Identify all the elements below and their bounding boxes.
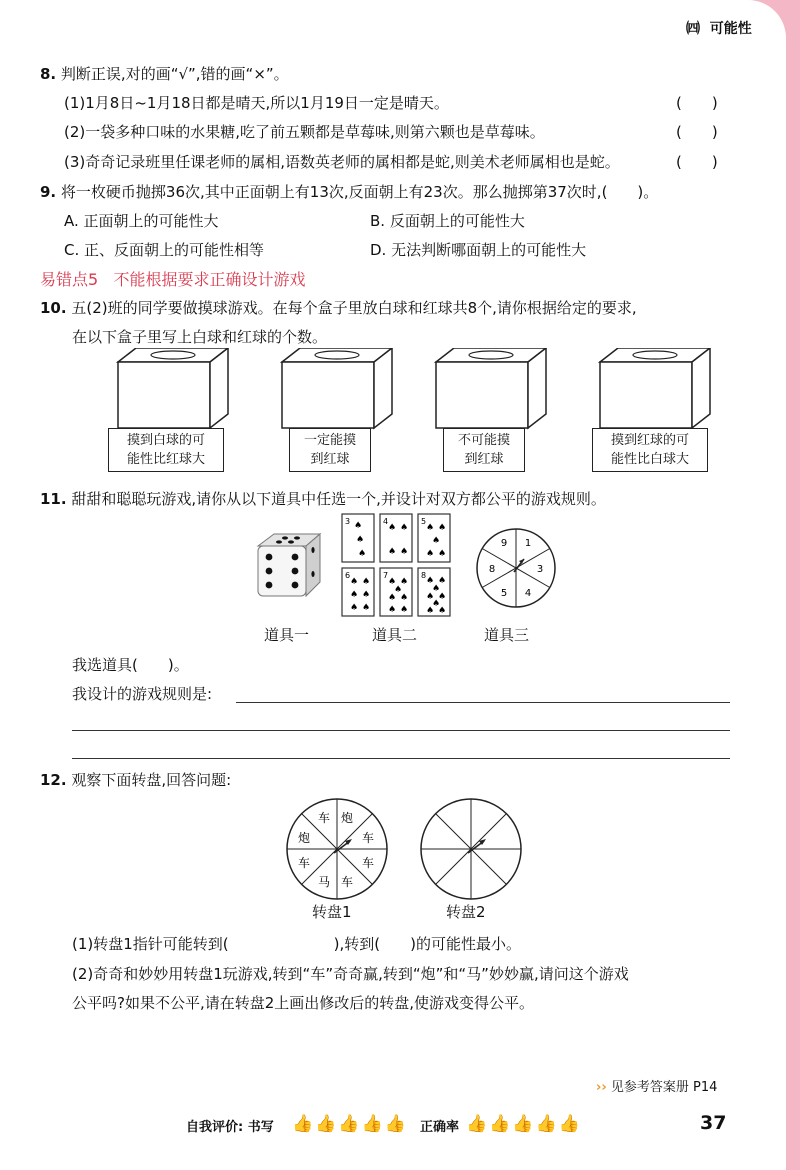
svg-text:8: 8 [421, 571, 427, 580]
option-b[interactable]: B. 反面朝上的可能性大 [370, 212, 525, 230]
card [380, 568, 412, 616]
svg-text:♠: ♠ [426, 523, 435, 533]
svg-text:♠: ♠ [362, 603, 371, 613]
card [342, 568, 374, 616]
svg-text:♠: ♠ [426, 592, 435, 602]
spinner-number: 1 [524, 538, 532, 549]
answer-line[interactable] [236, 702, 730, 703]
accuracy-label: 正确率 [420, 1120, 460, 1135]
card [342, 514, 374, 562]
question-11-title [40, 489, 606, 509]
box-2[interactable] [282, 348, 392, 428]
sector-label: 炮 [340, 811, 354, 825]
svg-text:♠: ♠ [438, 606, 447, 616]
svg-text:♠: ♠ [388, 593, 397, 603]
spinner-number: 9 [500, 538, 508, 549]
answer-blank[interactable]: ( ) [676, 123, 718, 141]
prop-1-label: 道具一 [264, 626, 310, 644]
svg-text:7: 7 [383, 571, 389, 580]
answer-reference [596, 1076, 717, 1095]
label-line: 不可能摸 [457, 433, 510, 448]
double-chevron-icon: ›› [596, 1080, 607, 1095]
thumbs-up-icon[interactable]: 👍 [338, 1114, 362, 1134]
label-line: 到红球 [464, 452, 504, 467]
question-9-title [40, 182, 658, 202]
dice-icon[interactable] [252, 530, 328, 600]
sector-label: 车 [361, 831, 375, 845]
section-header [40, 267, 305, 290]
number-spinner[interactable] [474, 526, 558, 610]
page-number: 37 [700, 1112, 727, 1134]
svg-text:♠: ♠ [400, 523, 409, 533]
question-text[interactable]: 将一枚硬币抛掷36次,其中正面朝上有13次,反面朝上有23次。那么抛掷第37次时,( )。 [60, 183, 659, 201]
svg-text:♠: ♠ [350, 577, 359, 587]
box-label-4 [592, 428, 708, 472]
svg-text:♠: ♠ [350, 590, 359, 600]
box-label-2 [289, 428, 371, 472]
thumbs-up-icon[interactable]: 👍 [466, 1114, 490, 1134]
choose-prop-blank[interactable]: 我选道具( )。 [72, 656, 189, 674]
svg-text:♠: ♠ [388, 547, 397, 557]
thumbs-up-icon[interactable]: 👍 [384, 1114, 408, 1134]
card [418, 514, 450, 562]
svg-text:♠: ♠ [362, 590, 371, 600]
svg-text:♠: ♠ [432, 599, 441, 609]
svg-text:♠: ♠ [400, 577, 409, 587]
ball-boxes [0, 348, 786, 430]
rule-label: 我设计的游戏规则是: [72, 685, 213, 703]
label-line: 一定能摸 [303, 433, 356, 448]
spinner-number: 5 [500, 588, 508, 599]
box-1[interactable] [118, 348, 228, 428]
question-text: 判断正误,对的画“√”,错的画“×”。 [60, 65, 289, 83]
thumbs-up-icon[interactable]: 👍 [512, 1114, 536, 1134]
svg-text:♠: ♠ [350, 603, 359, 613]
svg-text:♠: ♠ [362, 577, 371, 587]
label-line: 能性比红球大 [126, 452, 205, 467]
box-label-3 [443, 428, 525, 472]
section-title: 不能根据要求正确设计游戏 [113, 270, 306, 289]
box-3[interactable] [436, 348, 546, 428]
sector-label: 炮 [297, 831, 311, 845]
svg-text:5: 5 [421, 517, 427, 526]
thumbs-up-icon[interactable]: 👍 [535, 1114, 559, 1134]
box-label-1 [108, 428, 224, 472]
playing-cards[interactable] [340, 512, 458, 620]
question-12-title [40, 770, 231, 790]
svg-text:♠: ♠ [354, 521, 363, 531]
sector-label: 车 [317, 811, 331, 825]
question-number: 11. [40, 490, 67, 508]
question-text: 甜甜和聪聪玩游戏,请你从以下道具中任选一个,并设计对双方都公平的游戏规则。 [71, 490, 606, 508]
q8-item-3: (3)奇奇记录班里任课老师的属相,语数英老师的属相都是蛇,则美术老师属相也是蛇。 [64, 153, 620, 171]
spinner-1 [284, 796, 390, 902]
svg-text:4: 4 [383, 517, 389, 526]
spinner-number: 3 [536, 564, 544, 575]
option-c[interactable]: C. 正、反面朝上的可能性相等 [64, 241, 265, 259]
spinner-number: 8 [488, 564, 496, 575]
question-10-title [40, 298, 637, 318]
self-evaluation [186, 1116, 274, 1135]
svg-text:♠: ♠ [432, 536, 441, 546]
card [380, 514, 412, 562]
option-d[interactable]: D. 无法判断哪面朝上的可能性大 [370, 241, 587, 259]
question-number: 8. [40, 65, 57, 83]
q8-item-1: (1)1月8日~1月18日都是晴天,所以1月19日一定是晴天。 [64, 94, 449, 112]
svg-text:♠: ♠ [388, 523, 397, 533]
svg-text:6: 6 [345, 571, 351, 580]
chapter-mark: ㈣ [686, 21, 700, 37]
svg-text:♠: ♠ [438, 549, 447, 559]
svg-text:♠: ♠ [356, 535, 365, 545]
answer-blank[interactable]: ( ) [676, 94, 718, 112]
question-8-title [40, 64, 289, 84]
q8-item-2: (2)一袋多种口味的水果糖,吃了前五颗都是草莓味,则第六颗也是草莓味。 [64, 123, 545, 141]
thumbs-up-icon[interactable]: 👍 [292, 1114, 316, 1134]
q12-sub1[interactable]: (1)转盘1指针可能转到( ),转到( )的可能性最小。 [72, 935, 521, 953]
svg-text:♠: ♠ [438, 576, 447, 586]
svg-text:3: 3 [345, 517, 351, 526]
accuracy-rating[interactable] [466, 1114, 582, 1134]
question-number: 12. [40, 771, 67, 789]
svg-text:♠: ♠ [432, 584, 441, 594]
label-line: 摸到红球的可 [610, 433, 689, 448]
svg-text:♠: ♠ [388, 577, 397, 587]
answer-line[interactable] [72, 758, 730, 759]
thumbs-up-icon[interactable]: 👍 [558, 1114, 582, 1134]
spinner-number: 4 [524, 588, 532, 599]
sector-label: 马 [317, 875, 331, 889]
chapter-title: 可能性 [709, 21, 752, 37]
label-line: 能性比白球大 [610, 452, 689, 467]
svg-text:♠: ♠ [394, 585, 403, 595]
answer-line[interactable] [72, 730, 730, 731]
thumbs-up-icon[interactable]: 👍 [489, 1114, 513, 1134]
prop-2-label: 道具二 [372, 626, 418, 644]
question-number: 9. [40, 183, 57, 201]
svg-text:♠: ♠ [426, 606, 435, 616]
writing-label: 书写 [247, 1120, 274, 1135]
question-number: 10. [40, 299, 67, 317]
question-text: 观察下面转盘,回答问题: [71, 771, 232, 789]
answer-reference-text: 见参考答案册 P14 [610, 1080, 718, 1095]
svg-text:♠: ♠ [400, 593, 409, 603]
spinner-2[interactable] [418, 796, 524, 902]
prop-3-label: 道具三 [484, 626, 530, 644]
svg-text:♠: ♠ [388, 605, 397, 615]
svg-text:♠: ♠ [426, 549, 435, 559]
svg-text:♠: ♠ [438, 592, 447, 602]
sector-label: 车 [340, 875, 354, 889]
writing-rating[interactable] [292, 1114, 408, 1134]
thumbs-up-icon[interactable]: 👍 [361, 1114, 385, 1134]
question-10-line2: 在以下盒子里写上白球和红球的个数。 [72, 328, 328, 346]
label-line: 摸到白球的可 [126, 433, 205, 448]
answer-blank[interactable]: ( ) [676, 153, 718, 171]
svg-text:♠: ♠ [426, 576, 435, 586]
sector-label: 车 [361, 856, 375, 870]
spinner-2-label: 转盘2 [446, 903, 486, 921]
box-4[interactable] [600, 348, 710, 428]
self-eval-label: 自我评价: [186, 1120, 244, 1135]
section-label: 易错点5 [40, 270, 99, 289]
svg-text:♠: ♠ [400, 605, 409, 615]
svg-text:♠: ♠ [358, 549, 367, 559]
card [418, 568, 450, 616]
q12-sub2-line1: (2)奇奇和妙妙用转盘1玩游戏,转到“车”奇奇赢,转到“炮”和“马”妙妙赢,请问这个游戏 [72, 965, 629, 983]
thumbs-up-icon[interactable]: 👍 [315, 1114, 339, 1134]
label-line: 到红球 [310, 452, 350, 467]
sector-label: 车 [297, 856, 311, 870]
svg-text:♠: ♠ [438, 523, 447, 533]
question-text: 五(2)班的同学要做摸球游戏。在每个盒子里放白球和红球共8个,请你根据给定的要求, [71, 299, 637, 317]
q12-sub2-line2: 公平吗?如果不公平,请在转盘2上画出修改后的转盘,使游戏变得公平。 [72, 994, 535, 1012]
svg-text:♠: ♠ [400, 547, 409, 557]
chapter-header [686, 18, 752, 38]
option-a[interactable]: A. 正面朝上的可能性大 [64, 212, 219, 230]
spinner-1-label: 转盘1 [312, 903, 352, 921]
